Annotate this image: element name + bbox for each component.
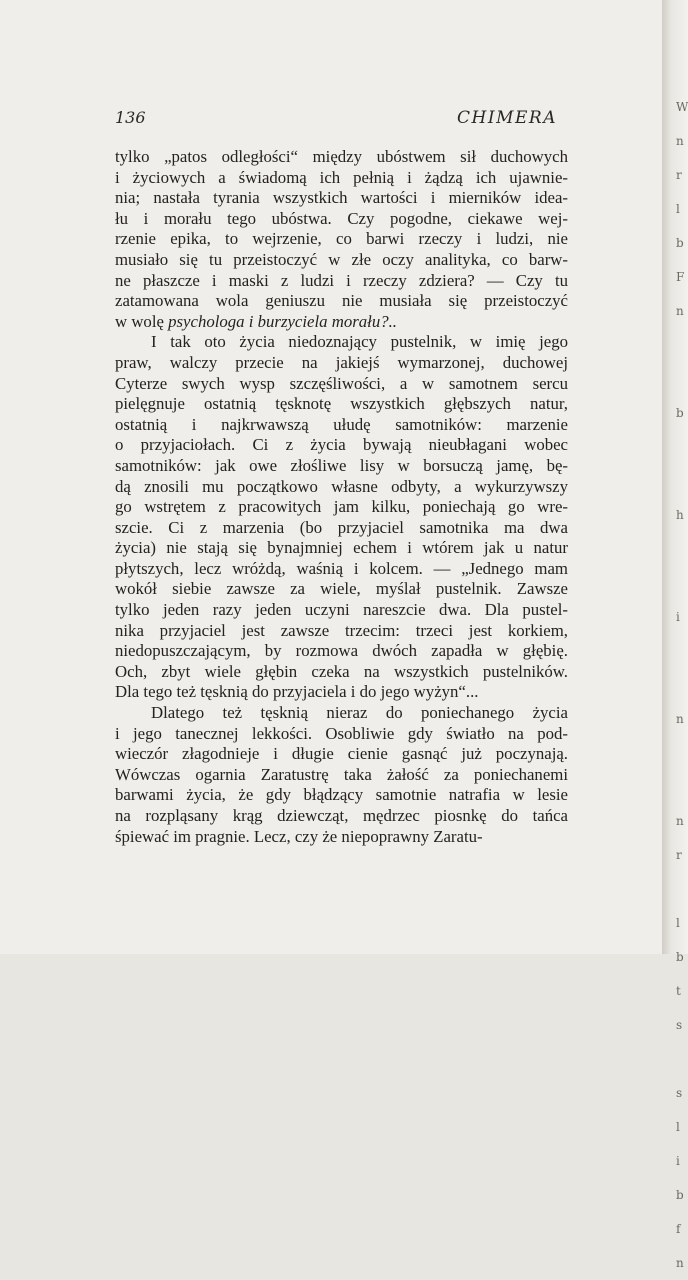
text-segment: w wolę: [115, 311, 169, 331]
text-line: I tak oto życia niedoznający pustelnik, w imię jego: [151, 332, 568, 352]
running-title: CHIMERA: [457, 108, 557, 128]
text-line: życia) nie stają się bynajmniej echem i wtórem jak u natur: [115, 538, 568, 558]
running-head: [115, 108, 557, 132]
text-line: barwami życia, że gdy błądzący samotnie natrafia w lesie: [115, 785, 568, 805]
text-line: ostatnią i najkrwawszą ułudę samotników: marzenie: [115, 414, 568, 434]
text-line: szcie. Ci z marzenia (bo przyjaciel samotnika ma dwa: [115, 517, 568, 537]
text-line: samotników: jak owe złośliwe lisy w borsuczą jamę, bę-: [115, 455, 568, 475]
text-line: pielęgnuje ostatnią tęsknotę wszystkich głębszych natur,: [115, 394, 568, 414]
text-line: wokół siebie zawsze za wiele, myślał pustelnik. Zawsze: [115, 579, 568, 599]
text-line: Cyterze swych wysp szczęśliwości, a w samotnem sercu: [115, 373, 568, 393]
paragraph: [115, 147, 568, 332]
italic-phrase: psychologa i burzyciela morału?..: [168, 311, 397, 331]
text-line: rzenie epika, to wejrzenie, co barwi rzeczy i ludzi, nie: [115, 229, 568, 249]
text-line: i jego tanecznej lekkości. Osobliwie gdy światło na pod-: [115, 723, 568, 743]
text-line: tylko jeden razy jeden uczyni nareszcie dwa. Dla pustel-: [115, 600, 568, 620]
text-line: płytszych, lecz wróżdą, waśnią i kolcem. — „Jednego mam: [115, 558, 568, 578]
text-line: na rozpląsany krąg dziewcząt, mędrzec piosnkę do tańca: [115, 806, 568, 825]
text-line: Dlatego też tęsknią nieraz do poniechanego życia: [151, 703, 568, 723]
text-line: łu i morału tego ubóstwa. Czy pogodne, ciekawe wej-: [115, 208, 568, 228]
text-line: Wówczas ogarnia Zaratustrę taka żałość za poniechanemi: [115, 764, 568, 784]
text-line: niedopuszczającym, by rozmowa dwóch zapadła w głębię.: [115, 641, 568, 661]
text-line: praw, walczy przecie na jakiejś wymarzonej, duchowej: [115, 352, 568, 372]
text-line: dą znosili mu początkowo własne odbyty, a wykurzywszy: [115, 476, 568, 496]
text-line: nika przyjaciel jest zawsze trzecim: trzeci jest korkiem,: [115, 620, 568, 640]
text-line: tylko „patos odległości“ między ubóstwem sił duchowych: [115, 147, 568, 166]
page-number: 136: [115, 108, 146, 127]
text-line: i życiowych a świadomą ich pełnią i żądzą ich ujawnie-: [115, 167, 568, 187]
text-line: ne płaszcze i maski z ludzi i rzeczy zdziera? — Czy tu: [115, 270, 568, 290]
paragraph: [115, 332, 568, 703]
text-line: wieczór złagodnieje i długie cienie gasnąć już poczynają.: [115, 744, 568, 764]
text-line: Dla tego też tęsknią do przyjaciela i do jego wyżyn“...: [115, 682, 479, 702]
text-line: o przyjaciołach. Ci z życia bywają nieubłagani wobec: [115, 435, 568, 455]
text-line: [115, 312, 568, 333]
text-line: śpiewać im pragnie. Lecz, czy że niepoprawny Zaratu-: [115, 826, 483, 846]
text-line: zatamowana wola geniuszu nie musiała się przeistoczyć: [115, 291, 568, 311]
body-text: [115, 147, 568, 847]
text-line: go wstrętem z pracowitych jam kilku, poniechają go wre-: [115, 497, 568, 517]
facing-page-edge-text: W n r l b F n b h i n n r l b t s s l i b f n: [676, 100, 688, 1270]
text-line: musiało się tu przeistoczyć w złe oczy analityka, co barw-: [115, 249, 568, 269]
text-line: Och, zbyt wiele głębin czeka na wszystkich pustelników.: [115, 661, 568, 681]
text-line: nia; nastała tyrania wszystkich wartości i mierników idea-: [115, 188, 568, 208]
paragraph: [115, 703, 568, 847]
